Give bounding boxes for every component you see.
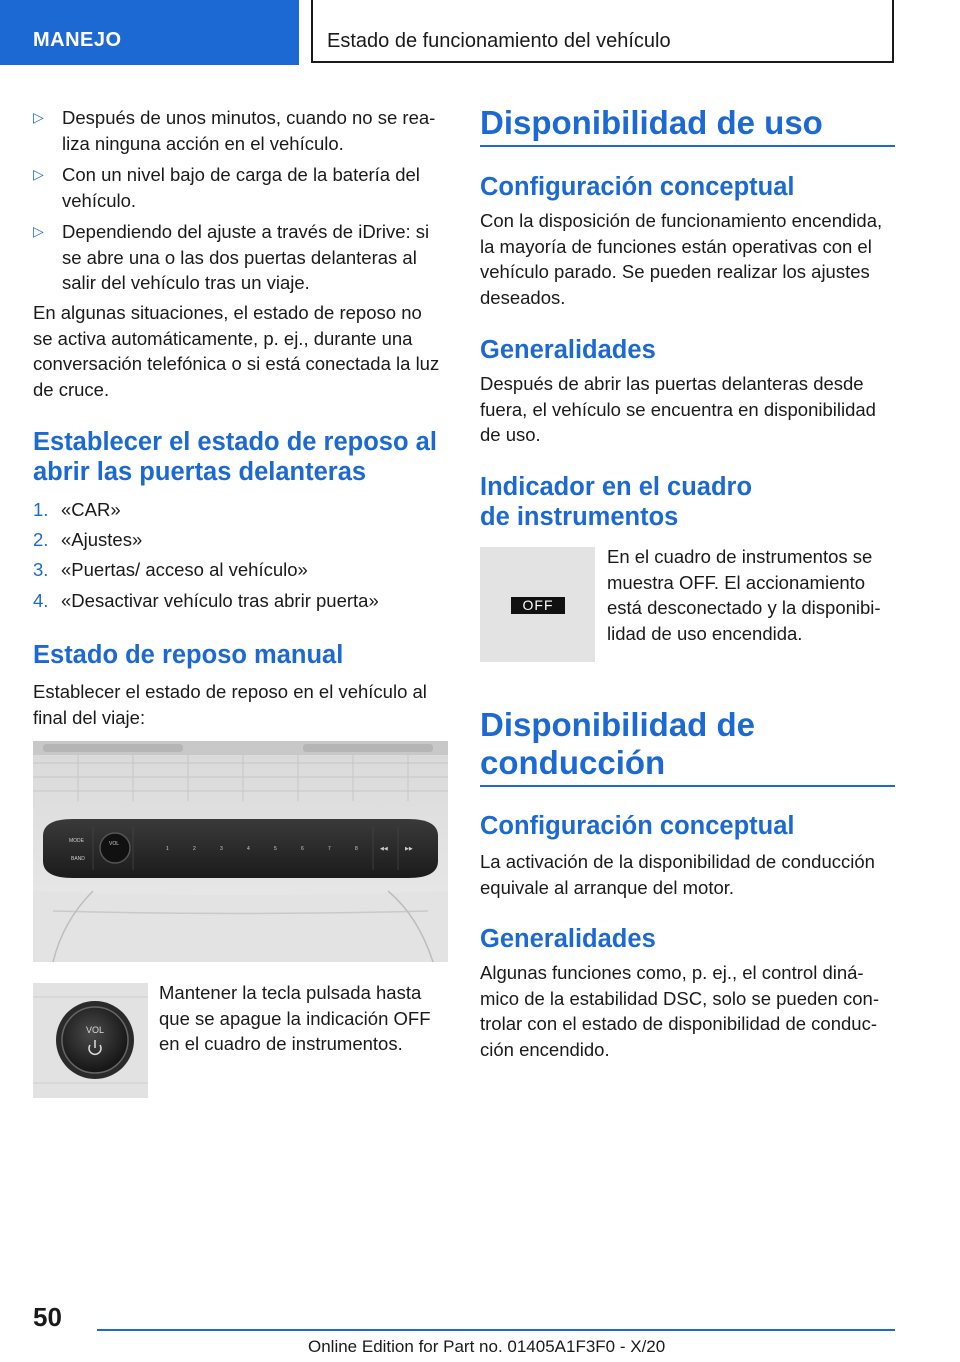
vol-knob-illustration — [33, 983, 148, 1098]
step-number: 3. — [33, 559, 49, 580]
preset-6: 6 — [301, 846, 304, 852]
triangle-bullet-icon: ▷ — [33, 166, 44, 182]
radio-panel-illustration — [33, 741, 448, 962]
bullet-text: Con un nivel bajo de carga de la batería del vehículo. — [62, 164, 420, 211]
paragraph: La activación de la disponibilidad de conducción equivale al arranque del motor. — [480, 851, 875, 898]
section-title: MANEJO — [33, 29, 122, 51]
paragraph: En el cuadro de instrumentos se muestra OFF. El accionamiento está desconectado y la disponibi- lidad de uso encendida. — [607, 546, 881, 644]
band-label: BAND — [71, 856, 85, 862]
triangle-bullet-icon: ▷ — [33, 223, 44, 239]
off-indicator: OFF — [511, 597, 565, 614]
paragraph: En algunas situaciones, el estado de reposo no se activa automáticamente, p. ej., durante una conversación telefónica o si está conectada la luz de cruce. — [33, 302, 440, 400]
chapter-header — [311, 0, 894, 63]
paragraph: Algunas funciones como, p. ej., el control diná- mico de la estabilidad DSC, solo se pueden con- trolar con el estado de disponibilidad de conduc- ción encendido. — [480, 962, 880, 1060]
edition-note: Online Edition for Part no. 01405A1F3F0 - X/20 — [308, 1337, 666, 1356]
mode-label: MODE — [69, 838, 84, 844]
section-heading: Estado de reposo manual — [33, 641, 344, 669]
dashboard-panel-image — [33, 741, 448, 962]
instrument-cluster-image — [480, 547, 595, 662]
bullet-text: Después de unos minutos, cuando no se rea- liza ninguna acción en el vehículo. — [62, 107, 436, 154]
chapter-heading: Disponibilidad de uso — [480, 104, 823, 141]
svg-text:◀◀: ◀◀ — [380, 846, 388, 852]
preset-2: 2 — [193, 846, 196, 852]
preset-7: 7 — [328, 846, 331, 852]
preset-3: 3 — [220, 846, 223, 852]
chapter-heading: Disponibilidad de conducción — [480, 706, 756, 781]
step-text: «Ajustes» — [61, 529, 143, 550]
preset-1: 1 — [166, 846, 169, 852]
preset-5: 5 — [274, 846, 277, 852]
paragraph: Establecer el estado de reposo en el vehículo al final del viaje: — [33, 681, 427, 728]
svg-text:▶▶: ▶▶ — [405, 846, 413, 852]
paragraph: Después de abrir las puertas delanteras desde fuera, el vehículo se encuentra en disponibilidad de uso. — [480, 373, 876, 445]
preset-8: 8 — [355, 846, 358, 852]
divider — [480, 785, 895, 787]
footer-divider — [97, 1329, 895, 1331]
knob-vol-label: VOL — [86, 1025, 105, 1035]
vol-knob-image — [33, 983, 148, 1098]
section-tab — [0, 0, 299, 65]
chapter-title: Estado de funcionamiento del vehículo — [327, 30, 671, 52]
page-number: 50 — [33, 1302, 62, 1332]
step-number: 4. — [33, 590, 49, 611]
paragraph: Mantener la tecla pulsada hasta que se apague la indicación OFF en el cuadro de instrumentos. — [159, 982, 431, 1054]
divider — [480, 145, 895, 147]
section-heading: Establecer el estado de reposo al abrir las puertas delanteras — [33, 428, 437, 486]
vol-label: VOL — [109, 841, 120, 847]
step-number: 1. — [33, 499, 49, 520]
section-heading: Indicador en el cuadro de instrumentos — [480, 473, 753, 531]
triangle-bullet-icon: ▷ — [33, 109, 44, 125]
step-number: 2. — [33, 529, 49, 550]
bullet-text: Dependiendo del ajuste a través de iDrive: si se abre una o las dos puertas delanteras al salir del vehículo tras un viaje. — [62, 221, 430, 293]
preset-4: 4 — [247, 846, 250, 852]
paragraph: Con la disposición de funcionamiento encendida, la mayoría de funciones están operativas con el vehículo parado. Se pueden realizar los ajustes deseados. — [480, 210, 883, 308]
section-heading: Configuración conceptual — [480, 173, 795, 201]
step-text: «CAR» — [61, 499, 121, 520]
step-text: «Desactivar vehículo tras abrir puerta» — [61, 590, 379, 611]
section-heading: Generalidades — [480, 925, 656, 953]
section-heading: Configuración conceptual — [480, 812, 795, 840]
step-text: «Puertas/ acceso al vehículo» — [61, 559, 308, 580]
section-heading: Generalidades — [480, 336, 656, 364]
